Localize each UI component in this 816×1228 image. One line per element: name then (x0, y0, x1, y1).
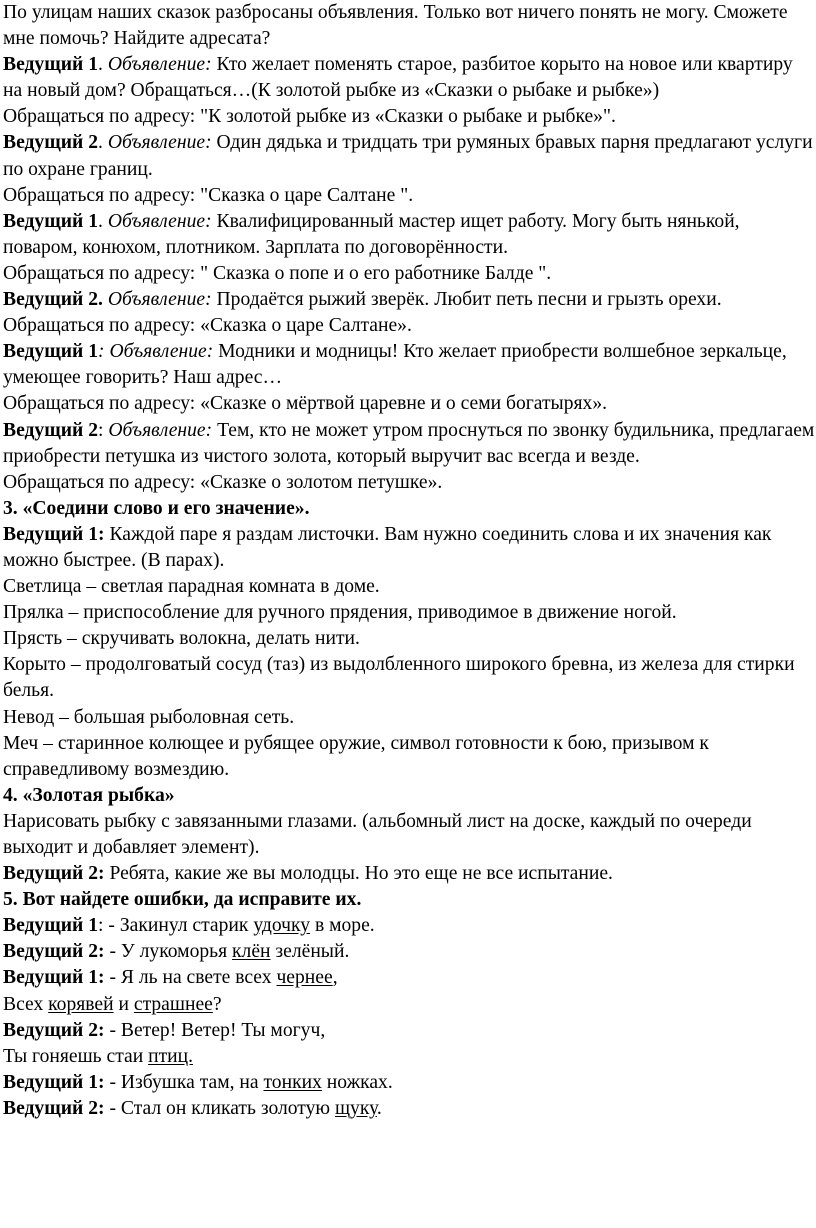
line-text: Ты гоняешь стаи (3, 1045, 149, 1067)
line-text: - Закинул старик (103, 915, 254, 937)
error-line-2 (3, 939, 815, 965)
announcement-5 (3, 339, 815, 391)
line-text: - Ветер! Ветер! Ты могуч, (104, 1019, 326, 1041)
speaker-label: Ведущий 1 (3, 210, 99, 232)
speaker-label: Ведущий 1 (3, 915, 99, 937)
section-3-heading: 3. «Соедини слово и его значение». (3, 497, 310, 519)
document-page (3, 0, 815, 1122)
announcement-text: Один дядька и тридцать три румяных бравых парня предлагают услуги по охране границ. (3, 132, 813, 180)
speaker-label: Ведущий 2. (3, 289, 103, 311)
error-line-4b (3, 1044, 815, 1070)
announcement-text: Модники и модницы! Кто желает приобрести волшебное зеркальце, умеющее говорить? Наш адрес… (3, 341, 787, 389)
speaker-label: Ведущий 2 (3, 419, 99, 441)
separator: : (98, 341, 110, 363)
line-text: - Стал он кликать золотую (104, 1097, 335, 1119)
announcement-label: Объявление: (107, 210, 212, 232)
announcement-text: Квалифицированный мастер ищет работу. Могу быть нянькой, поваром, конюхом, плотником. Зарплата по договорённости. (3, 210, 740, 258)
announcement-label: Объявление: (107, 132, 212, 154)
section-5-heading: 5. Вот найдете ошибки, да исправите их. (3, 889, 362, 911)
underlined-error-word: щуку (334, 1097, 377, 1119)
announcement-3 (3, 209, 815, 261)
section-3-instructions (3, 522, 815, 574)
line-text: - Избушка там, на (104, 1071, 264, 1093)
speaker-label: Ведущий 1: (3, 1071, 105, 1093)
announcement-text: Тем, кто не может утром проснуться по звонку будильника, предлагаем приобрести петушка из чистого золота, который выручит вас всегда и везде. (3, 419, 815, 467)
address-answer-1: Обращаться по адресу: "К золотой рыбке из «Сказки о рыбаке и рыбке»". (3, 106, 616, 128)
speaker-text: Ребята, какие же вы молодцы. Но это еще не все испытание. (104, 863, 613, 885)
speaker-label: Ведущий 2: (3, 1019, 105, 1041)
speaker-label: Ведущий 1 (3, 54, 99, 76)
section-4-text: Нарисовать рыбку с завязанными глазами. (альбомный лист на доске, каждый по очереди выходит и добавляет элемент). (3, 810, 752, 858)
line-text: - У лукоморья (104, 941, 233, 963)
announcement-4 (3, 287, 815, 313)
speaker-label: Ведущий 1: (3, 967, 105, 989)
address-answer-3: Обращаться по адресу: " Сказка о попе и о его работнике Балде ". (3, 262, 552, 284)
announcement-text: Кто желает поменять старое, разбитое корыто на новое или квартиру на новый дом? Обращаться…(К золотой рыбке из «Сказки о рыбаке и рыбке») (3, 54, 793, 102)
definition-3: Прясть – скручивать волокна, делать нити. (3, 628, 360, 650)
section-4-heading: 4. «Золотая рыбка» (3, 784, 175, 806)
colon: : (98, 915, 104, 937)
address-answer-2: Обращаться по адресу: "Сказка о царе Салтане ". (3, 184, 414, 206)
line-text: зелёный. (270, 941, 350, 963)
speaker-label: Ведущий 1 (3, 341, 99, 363)
underlined-error-word: клён (232, 941, 271, 963)
intro-paragraph: По улицам наших сказок разбросаны объявления. Только вот ничего понять не могу. Сможете мне помочь? Найдите адресата? (3, 2, 788, 50)
section-4-speaker-line (3, 861, 815, 887)
error-line-1 (3, 913, 815, 939)
speaker-label: Ведущий 2: (3, 863, 105, 885)
speaker-label: Ведущий 1: (3, 523, 105, 545)
underlined-error-word: удочку (253, 915, 311, 937)
line-text: и (113, 993, 134, 1015)
definition-5: Невод – большая рыболовная сеть. (3, 706, 295, 728)
address-answer-4: Обращаться по адресу: «Сказка о царе Салтане». (3, 315, 412, 337)
separator: . (98, 54, 108, 76)
definition-4: Корыто – продолговатый сосуд (таз) из выдолбленного широкого бревна, из железа для стирки белья. (3, 654, 795, 702)
error-line-5 (3, 1070, 815, 1096)
speaker-label: Ведущий 2 (3, 132, 99, 154)
instructions-text: Каждой паре я раздам листочки. Вам нужно соединить слова и их значения как можно быстрее. (В парах). (3, 523, 772, 571)
separator: : (98, 419, 109, 441)
announcement-label: Объявление: (109, 341, 214, 363)
speaker-label: Ведущий 2: (3, 1097, 105, 1119)
line-text: ? (212, 993, 222, 1015)
line-text: . (376, 1097, 382, 1119)
definition-1: Светлица – светлая парадная комната в доме. (3, 576, 380, 598)
separator: . (98, 132, 108, 154)
address-answer-6: Обращаться по адресу: «Сказке о золотом петушке». (3, 471, 443, 493)
line-text: ножках. (321, 1071, 393, 1093)
error-line-3 (3, 965, 815, 991)
error-line-4 (3, 1018, 815, 1044)
underlined-error-word: птиц. (148, 1045, 194, 1067)
underlined-error-word: корявей (48, 993, 114, 1015)
error-line-6 (3, 1096, 815, 1122)
line-text: , (332, 967, 338, 989)
separator: . (98, 210, 108, 232)
announcement-text: Продаётся рыжий зверёк. Любит петь песни и грызть орехи. (211, 289, 722, 311)
definition-6: Меч – старинное колющее и рубящее оружие, символ готовности к бою, призывом к справедливому возмездию. (3, 732, 709, 780)
announcement-6 (3, 418, 815, 470)
underlined-error-word: чернее (276, 967, 333, 989)
announcement-label: Объявление: (108, 419, 213, 441)
line-text: - Я ль на свете всех (104, 967, 277, 989)
underlined-error-word: страшнее (133, 993, 213, 1015)
announcement-label: Объявление: (107, 54, 212, 76)
announcement-2 (3, 130, 815, 182)
error-line-3b (3, 992, 815, 1018)
announcement-label: Объявление: (107, 289, 212, 311)
definition-2: Прялка – приспособление для ручного прядения, приводимое в движение ногой. (3, 602, 677, 624)
announcement-1 (3, 52, 815, 104)
address-answer-5: Обращаться по адресу: «Сказке о мёртвой царевне и о семи богатырях». (3, 393, 608, 415)
line-text: в море. (310, 915, 375, 937)
line-text: Всех (3, 993, 49, 1015)
underlined-error-word: тонких (263, 1071, 322, 1093)
speaker-label: Ведущий 2: (3, 941, 105, 963)
